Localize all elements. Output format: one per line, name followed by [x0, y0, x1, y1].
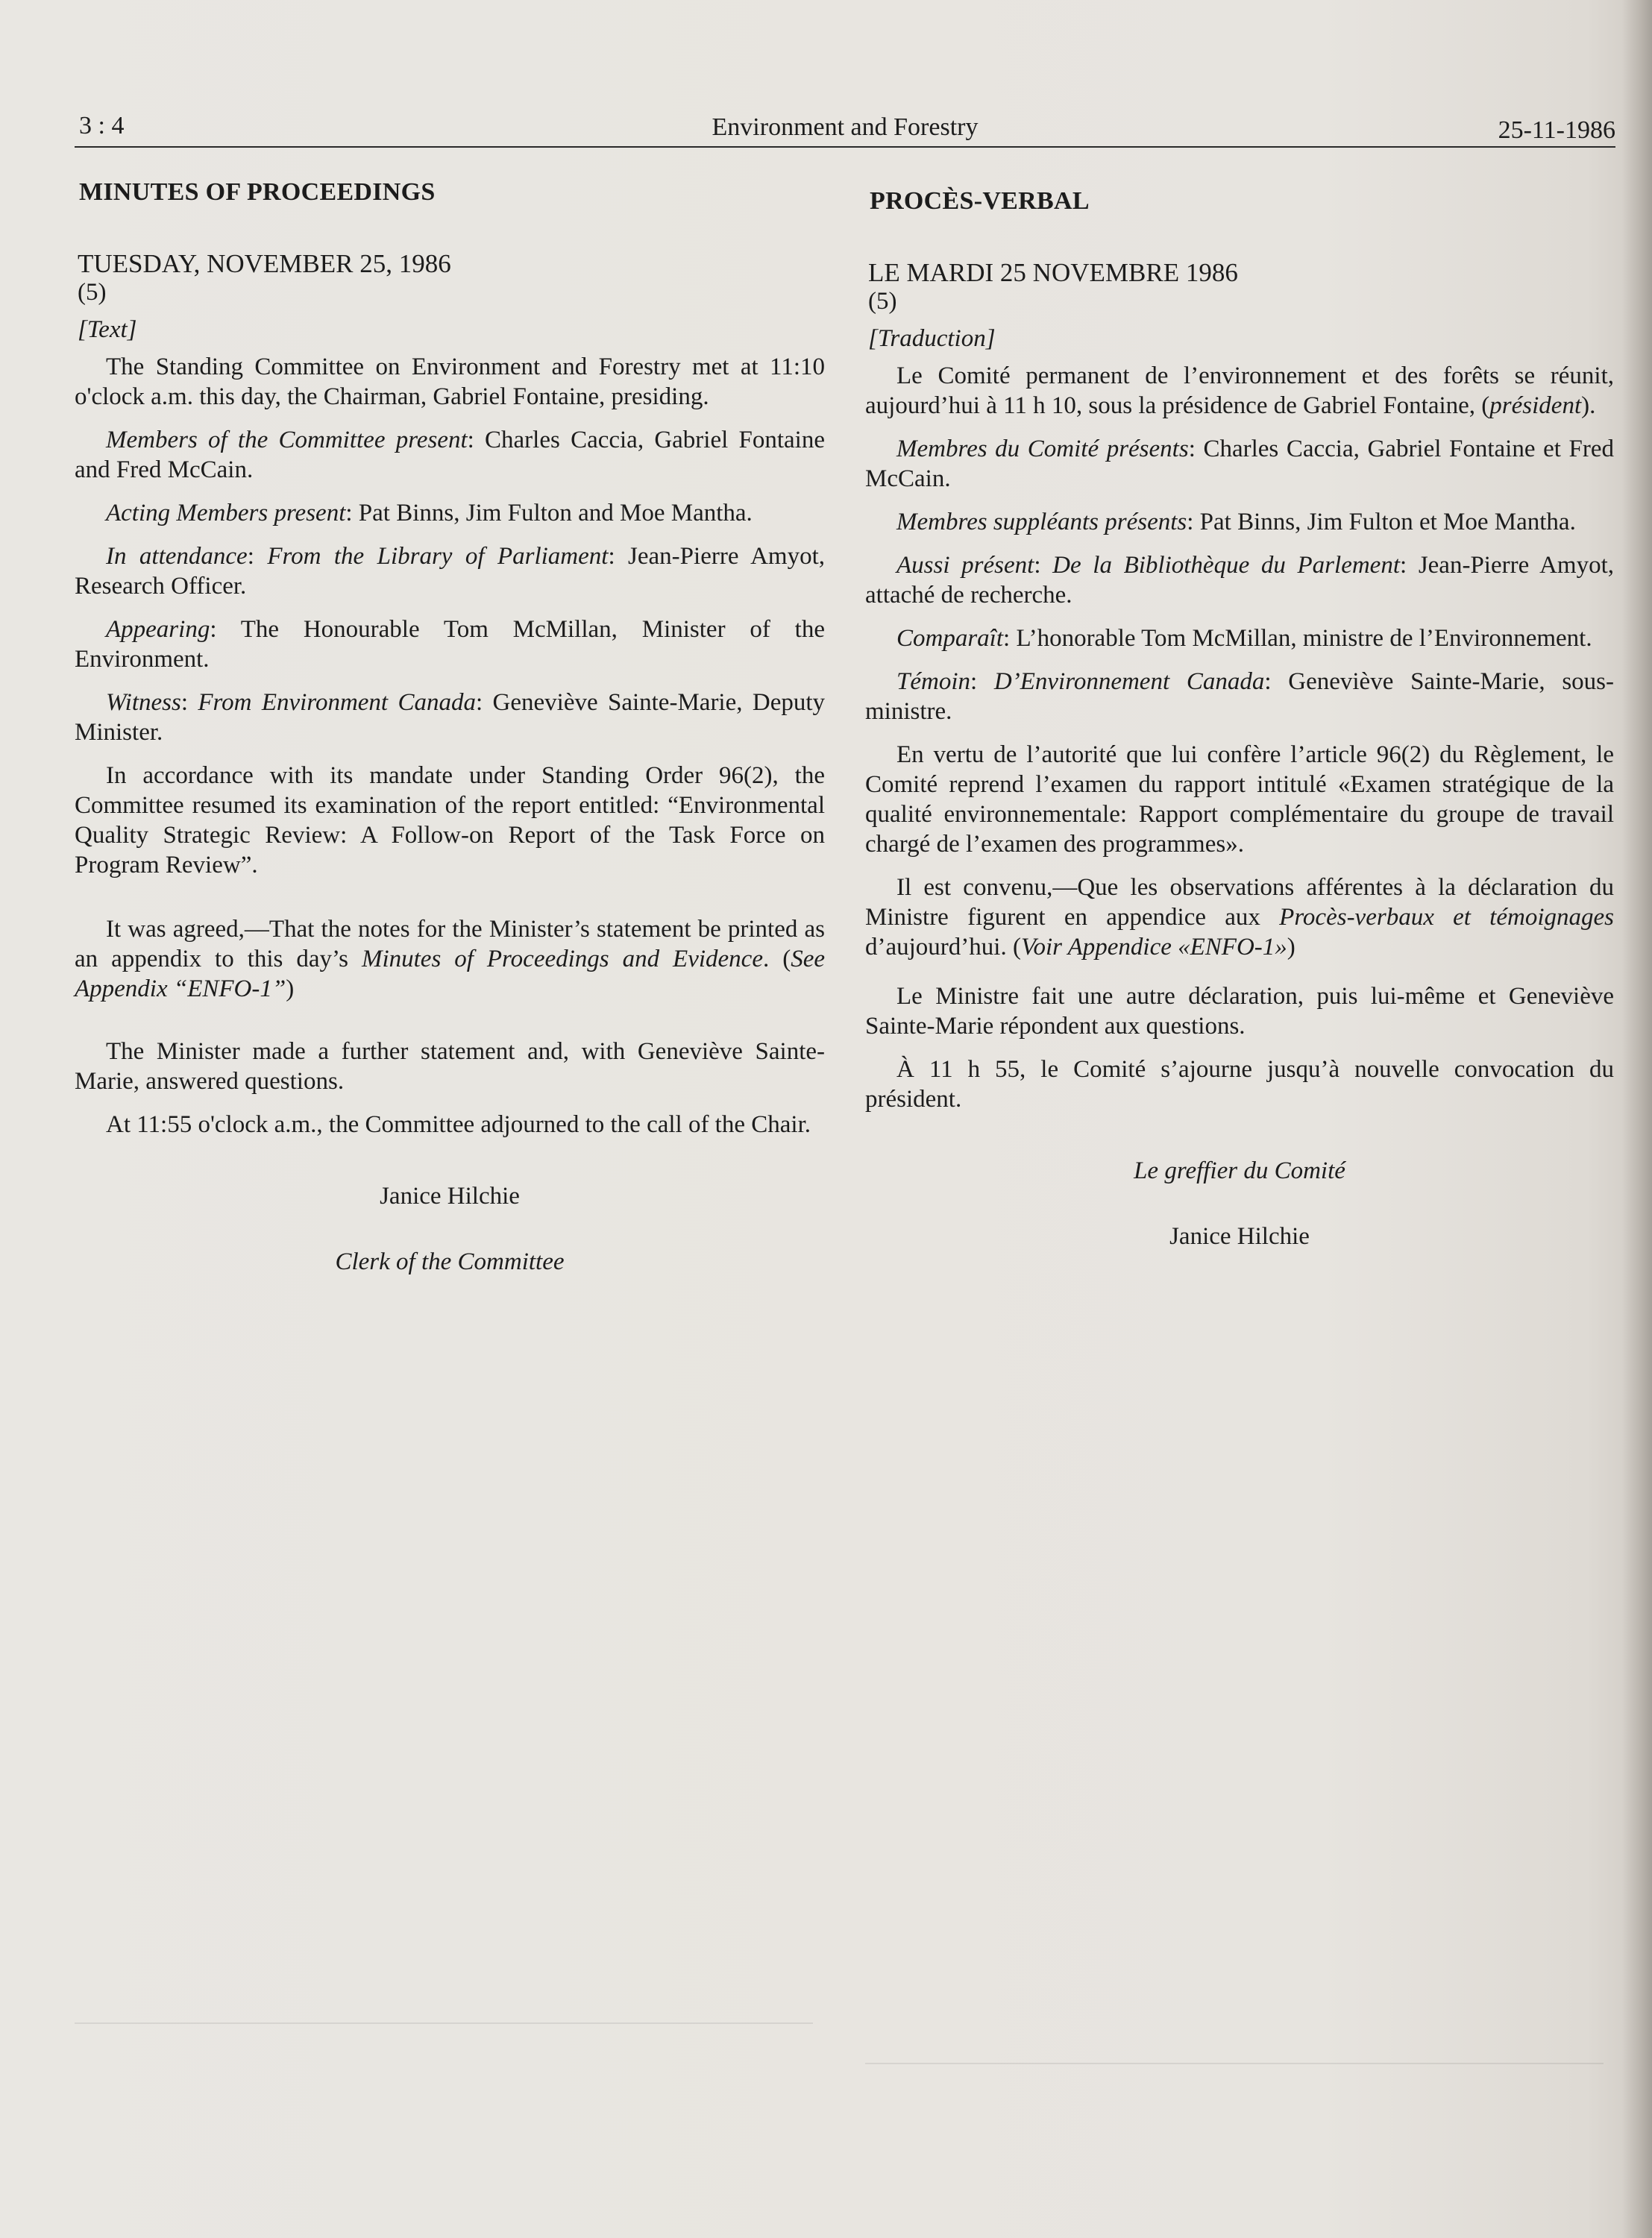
english-heading: MINUTES OF PROCEEDINGS: [79, 178, 436, 206]
french-heading: PROCÈS-VERBAL: [870, 187, 1090, 215]
english-agreed-close: ): [286, 975, 295, 1002]
french-appearing-text: : L’honorable Tom McMillan, ministre de l’Environnement.: [1003, 625, 1592, 652]
french-opening-president: président: [1489, 392, 1582, 419]
french-acting-text: : Pat Binns, Jim Fulton et Moe Mantha.: [1187, 509, 1576, 535]
french-meeting-number: (5): [868, 288, 897, 315]
french-column: [865, 177, 1614, 1251]
header-date: 25-11-1986: [1498, 116, 1615, 144]
english-acting-text: : Pat Binns, Jim Fulton and Moe Mantha.: [345, 500, 753, 527]
english-attendance-text: : Jean-Pierre Amyot, Research Officer.: [75, 543, 825, 600]
french-opening-text: Le Comité permanent de l’environnement et des forêts se réunit, aujourd’hui à 11 h 10, sous la présidence de Gabriel Fontaine, (: [865, 362, 1614, 419]
english-agreed-appendix: See Appendix “ENFO-1”: [75, 946, 825, 1002]
french-witness-sep: :: [970, 668, 994, 695]
french-agreed-close: ): [1287, 934, 1295, 961]
french-attendance-from: De la Bibliothèque du Parlement: [1052, 552, 1400, 579]
english-opening-paragraph: The Standing Committee on Environment and Forestry met at 11:10 o'clock a.m. this day, the Chairman, Gabriel Fontaine, presiding.: [75, 353, 825, 410]
french-agreed-text: Il est convenu,—Que les observations afférentes à la déclaration du Ministre figurent en appendice aux: [865, 874, 1614, 931]
english-witness-from: From Environment Canada: [198, 689, 476, 716]
english-adjourn-paragraph: At 11:55 o'clock a.m., the Committee adjourned to the call of the Chair.: [106, 1111, 811, 1138]
french-attendance-label: Aussi présent: [896, 552, 1034, 579]
english-meeting-date: TUESDAY, NOVEMBER 25, 1986: [78, 249, 451, 278]
english-witness-sep: :: [180, 689, 198, 716]
french-agreed-paragraph: [865, 873, 1614, 962]
running-header: [75, 109, 1615, 148]
english-clerk-name: Janice Hilchie: [380, 1183, 520, 1210]
french-attendance-sep: :: [1034, 552, 1053, 579]
french-attendance-paragraph: [865, 550, 1614, 610]
header-title: Environment and Forestry: [712, 113, 979, 141]
french-adjourn-paragraph: À 11 h 55, le Comité s’ajourne jusqu’à nouvelle convocation du président.: [865, 1056, 1614, 1113]
french-members-paragraph: [865, 434, 1614, 494]
english-acting-label: Acting Members present: [106, 500, 346, 527]
english-agreed-text: It was agreed,—That the notes for the Minister’s statement be printed as an appendix to this day’s: [75, 916, 825, 972]
english-members-label: Members of the Committee present: [106, 427, 468, 453]
english-language-note: [Text]: [78, 316, 137, 343]
english-clerk-title: Clerk of the Committee: [335, 1248, 565, 1275]
french-witness-text: : Geneviève Sainte-Marie, sous-ministre.: [865, 668, 1615, 725]
french-language-note: [Traduction]: [868, 325, 996, 352]
french-members-label: Membres du Comité présents: [896, 436, 1189, 462]
french-appearing-paragraph: [865, 623, 1614, 653]
english-members-paragraph: [75, 425, 825, 485]
english-attendance-label: In attendance: [106, 543, 248, 570]
english-members-text: : Charles Caccia, Gabriel Fontaine and Fred McCain.: [75, 427, 825, 483]
bleed-through-line: [865, 2063, 1604, 2064]
english-witness-paragraph: [75, 688, 825, 747]
english-attendance-from: From the Library of Parliament: [267, 543, 609, 570]
english-agreed-paragraph: [75, 914, 825, 1004]
french-acting-label: Membres suppléants présents: [896, 509, 1187, 535]
french-members-text: : Charles Caccia, Gabriel Fontaine et Fred McCain.: [865, 436, 1615, 492]
french-agreed-appendix: Voir Appendice «ENFO-1»: [1020, 934, 1287, 961]
french-agreed-title: Procès-verbaux et témoignages: [1279, 904, 1614, 931]
english-appearing-text: : The Honourable Tom McMillan, Minister of the Environment.: [75, 616, 825, 673]
french-clerk-name: Janice Hilchie: [1169, 1223, 1310, 1250]
french-witness-label: Témoin: [896, 668, 970, 695]
french-meeting-date: LE MARDI 25 NOVEMBRE 1986: [868, 258, 1238, 287]
english-attendance-paragraph: [75, 541, 825, 601]
french-clerk-title: Le greffier du Comité: [1134, 1157, 1345, 1184]
french-agreed-punct: d’aujourd’hui. (: [865, 934, 1021, 961]
french-mandate-paragraph: En vertu de l’autorité que lui confère l’article 96(2) du Règlement, le Comité reprend l’examen du rapport intitulé «Examen stratégique de la qualité environnementale: Rapport complémentaire du groupe de travail chargé de l’examen des programmes».: [865, 741, 1614, 858]
english-further-paragraph: The Minister made a further statement and, with Geneviève Sainte-Marie, answered questions.: [75, 1038, 825, 1095]
french-opening-paragraph: [865, 361, 1614, 421]
english-mandate-paragraph: In accordance with its mandate under Standing Order 96(2), the Committee resumed its examination of the report entitled: “Environmental Quality Strategic Review: A Follow-on Report of the Task Force on Program Review”.: [75, 762, 825, 878]
bleed-through-line: [75, 2022, 813, 2024]
english-agreed-title: Minutes of Proceedings and Evidence: [361, 946, 763, 972]
english-meeting-number: (5): [78, 279, 107, 306]
english-agreed-punct: . (: [762, 946, 791, 972]
english-acting-paragraph: [75, 498, 825, 528]
french-acting-paragraph: [865, 507, 1614, 537]
french-witness-paragraph: [865, 667, 1614, 726]
english-column: [75, 177, 825, 1277]
english-appearing-paragraph: [75, 614, 825, 674]
french-appearing-label: Comparaît: [896, 625, 1004, 652]
french-further-paragraph: Le Ministre fait une autre déclaration, puis lui-même et Geneviève Sainte-Marie répondent aux questions.: [865, 983, 1614, 1040]
page-edge-shadow: [1622, 0, 1652, 2238]
english-witness-text: : Geneviève Sainte-Marie, Deputy Minister.: [75, 689, 826, 746]
french-witness-from: D’Environnement Canada: [993, 668, 1265, 695]
french-attendance-text: : Jean-Pierre Amyot, attaché de recherche.: [865, 552, 1614, 609]
french-opening-close: ).: [1581, 392, 1596, 419]
english-witness-label: Witness: [106, 689, 181, 716]
english-appearing-label: Appearing: [106, 616, 210, 643]
english-attendance-sep: :: [247, 543, 268, 570]
page-number: 3 : 4: [79, 112, 125, 139]
